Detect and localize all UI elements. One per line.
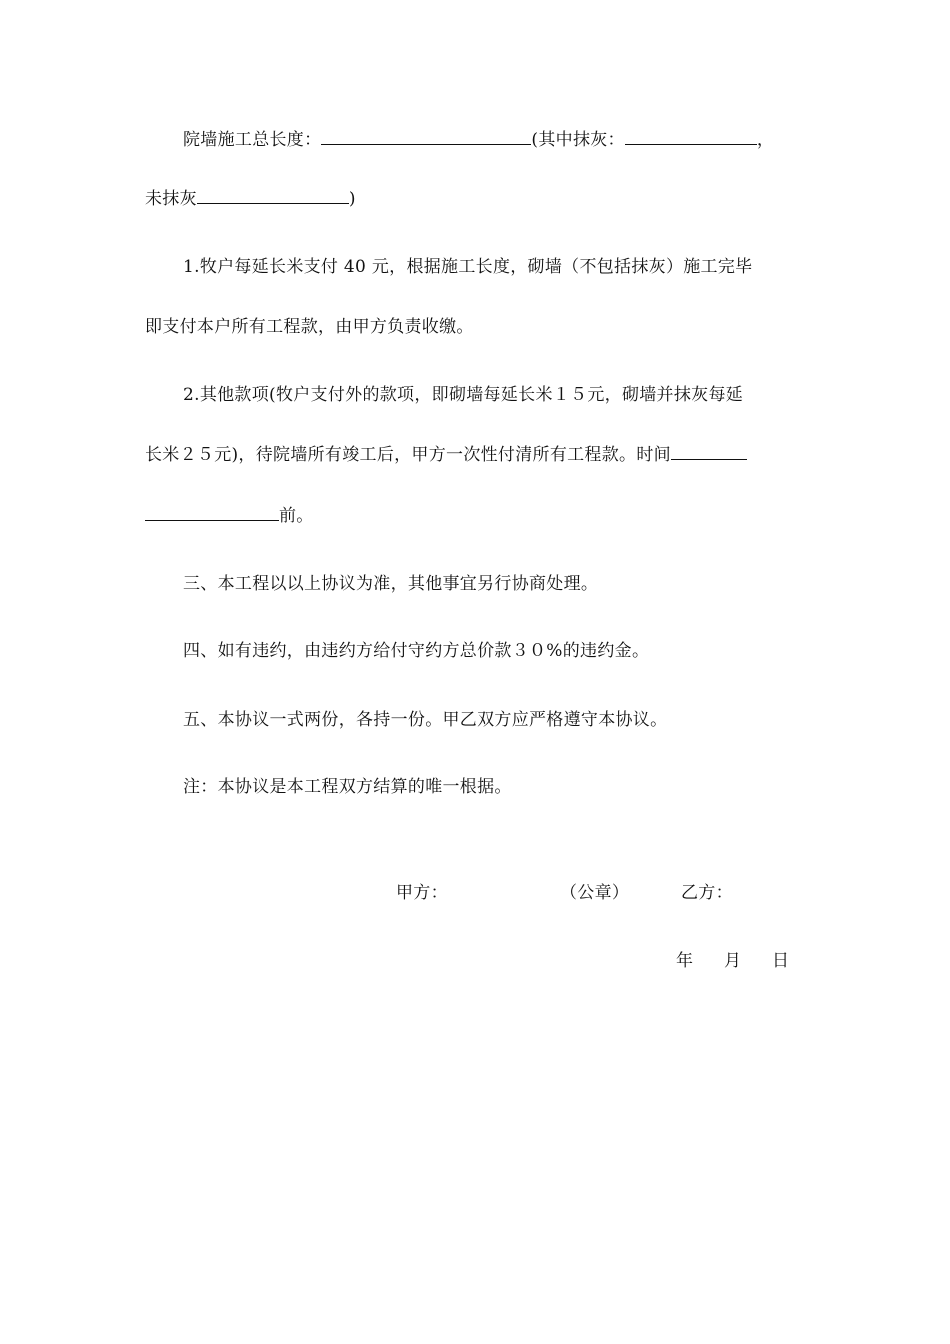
item2-line2-text: 长米２５元)，待院墙所有竣工后，甲方一次性付清所有工程款。时间 — [145, 445, 671, 465]
item1-line1: 1.牧户每延长米支付 40 元，根据施工长度，砌墙（不包括抹灰）施工完毕 — [183, 257, 753, 277]
plastered-label: (其中抹灰： — [531, 130, 625, 150]
clause-4: 四、如有违约，由违约方给付守约方总价款３０%的违约金。 — [183, 641, 650, 661]
unplastered-blank[interactable] — [197, 186, 349, 204]
unplastered-line — [145, 186, 356, 211]
date-day: 日 — [772, 951, 790, 971]
unplastered-close: ) — [348, 189, 356, 209]
item2-line2 — [145, 442, 747, 467]
payment-time-blank-2[interactable] — [145, 503, 279, 521]
plastered-blank[interactable] — [625, 127, 757, 145]
date-year: 年 — [676, 951, 694, 971]
unplastered-label: 未抹灰 — [145, 189, 197, 209]
total-length-line — [183, 127, 774, 152]
date-month: 月 — [724, 951, 742, 971]
item2-line3-end: 前。 — [279, 506, 314, 526]
total-length-blank[interactable] — [321, 127, 531, 145]
note: 注：本协议是本工程双方结算的唯一根据。 — [183, 777, 512, 797]
official-seal-label: （公章） — [560, 883, 630, 903]
total-length-label: 院墙施工总长度： — [183, 130, 322, 150]
total-length-comma: ， — [756, 130, 775, 150]
item2-line3 — [145, 503, 314, 528]
clause-5: 五、本协议一式两份，各持一份。甲乙双方应严格遵守本协议。 — [183, 710, 668, 730]
party-b-label: 乙方： — [681, 883, 733, 903]
item2-line1: 2.其他款项(牧户支付外的款项，即砌墙每延长米１５元，砌墙并抹灰每延 — [183, 385, 744, 405]
payment-time-blank-1[interactable] — [671, 442, 747, 460]
item1-line2: 即支付本户所有工程款，由甲方负责收缴。 — [145, 317, 474, 337]
party-a-label: 甲方： — [396, 883, 448, 903]
clause-3: 三、本工程以以上协议为准，其他事宜另行协商处理。 — [183, 574, 599, 594]
